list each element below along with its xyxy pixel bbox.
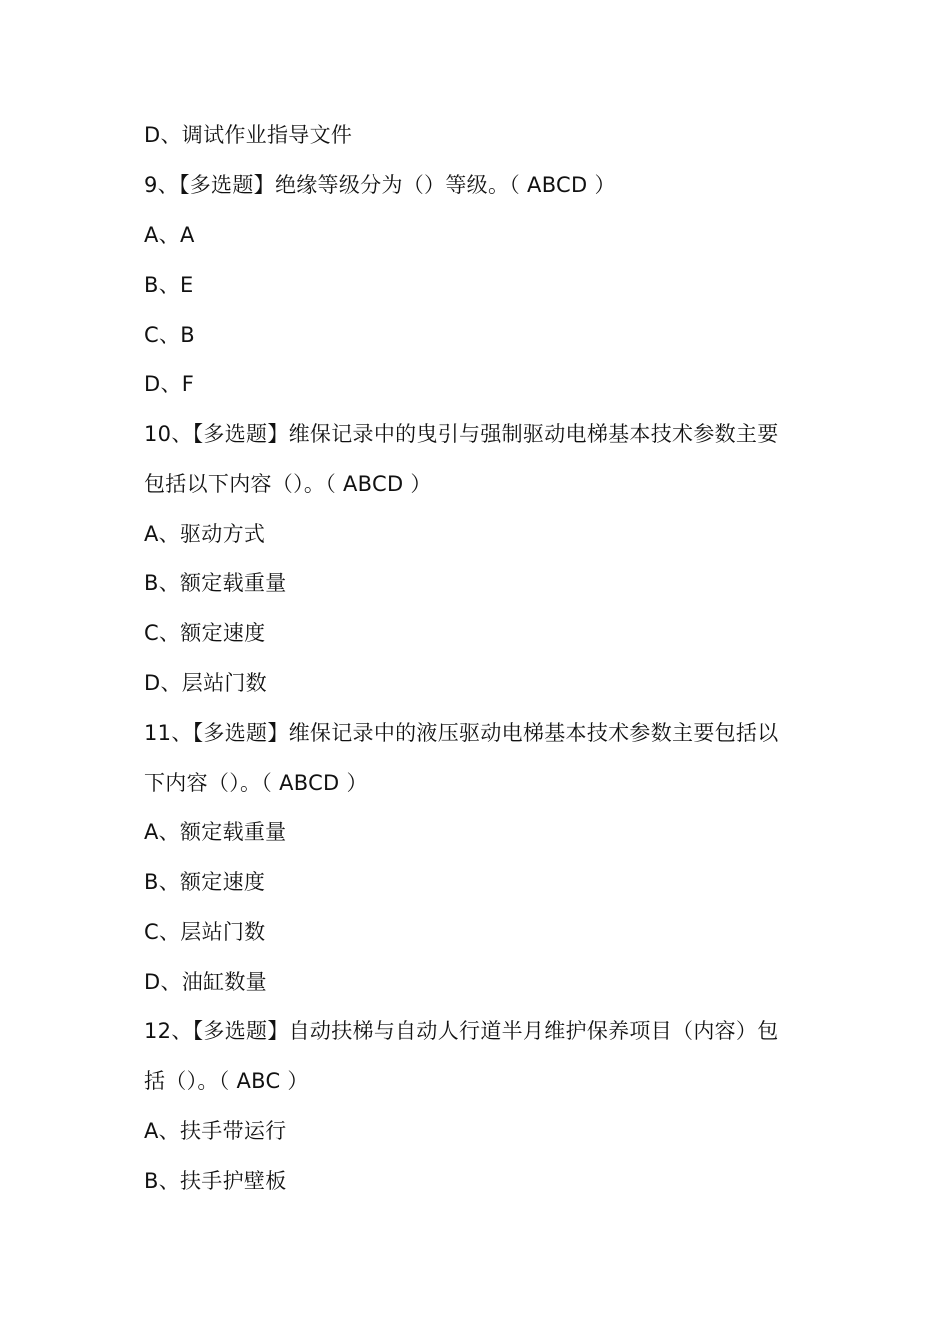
- question-10-stem-cont: 包括以下内容（）。（ ABCD ）: [144, 472, 432, 496]
- option-11-a: A、额定载重量: [144, 820, 287, 844]
- option-12-b: B、扶手护壁板: [144, 1169, 287, 1193]
- option-8-d: D、调试作业指导文件: [144, 123, 353, 147]
- option-9-a: A、A: [144, 223, 195, 247]
- option-9-d: D、F: [144, 372, 195, 396]
- question-11-stem: 11、【多选题】维保记录中的液压驱动电梯基本技术参数主要包括以: [144, 721, 779, 745]
- question-12-stem: 12、【多选题】自动扶梯与自动人行道半月维护保养项目（内容）包: [144, 1019, 779, 1043]
- question-9-stem: 9、【多选题】绝缘等级分为（）等级。（ ABCD ）: [144, 173, 616, 197]
- question-10-stem: 10、【多选题】维保记录中的曳引与强制驱动电梯基本技术参数主要: [144, 422, 779, 446]
- option-11-b: B、额定速度: [144, 870, 266, 894]
- option-10-c: C、额定速度: [144, 621, 266, 645]
- option-11-c: C、层站门数: [144, 920, 266, 944]
- option-10-d: D、层站门数: [144, 671, 267, 695]
- option-11-d: D、油缸数量: [144, 970, 267, 994]
- option-12-a: A、扶手带运行: [144, 1119, 287, 1143]
- question-12-stem-cont: 括（）。（ ABC ）: [144, 1069, 309, 1093]
- option-9-c: C、B: [144, 323, 195, 347]
- question-11-stem-cont: 下内容（）。（ ABCD ）: [144, 771, 368, 795]
- option-9-b: B、E: [144, 273, 194, 297]
- option-10-b: B、额定载重量: [144, 571, 287, 595]
- option-10-a: A、驱动方式: [144, 522, 266, 546]
